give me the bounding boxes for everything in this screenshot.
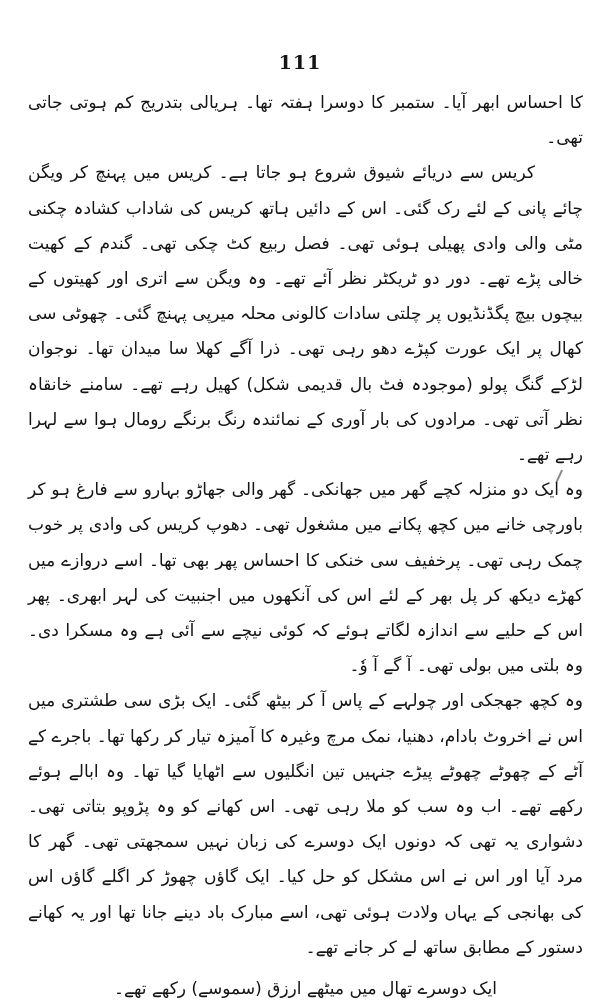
paragraph-3: وہ ایک دو منزلہ کچے گھر میں جھانکی۔ گھر والی جھاڑو بہارو سے فارغ ہو کر باورچی خانے میں کچھ پکانے میں مشغول تھی۔ دھوپ کریس کی وادی پر خوب چمک رہی تھی۔ پرخفیف سی خنکی کا احساس پھر بھی تھا۔ اسے دروازے میں کھڑے دیکھ کر پل بھر کے لئے اس کی آنکھوں میں اجنبیت کی لہر ابھری۔ پھر اس کے حلیے سے اندازہ لگاتے ہوئے کہ کوئی نیچے سے آئی ہے وہ مسکرا دی۔ وہ بلتی میں بولی تھی۔ آ گے آ وٗ۔	[28, 480, 583, 677]
page-number: 111	[278, 52, 322, 74]
paragraph-2-text: کریس سے دریائے شیوق شروع ہو جاتا ہے۔ کریس میں پہنچ کر ویگن چائے پانی کے لئے رک گئی۔ اس کے دائیں ہاتھ کریس کی شاداب کشادہ چکنی مٹی والی وادی پھیلی ہوئی تھی۔ فصل ربیع کٹ چکی تھی۔ گندم کے کھیت خالی پڑے تھے۔ دور دو ٹریکٹر نظر آئے تھے۔ وہ ویگن سے اتری اور کھیتوں کے بیچوں بیچ پگڈنڈیوں پر چلتی سادات کالونی محلہ میرپی پہنچ گئی۔ چھوٹی سی کھال پر ایک عورت کپڑے دھو رہی تھی۔ ذرا آگے کھلا سا میدان تھا۔ نوجوان لڑکے گنگ پولو (موجودہ فٹ بال قدیمی شکل) کھیل رہے تھے۔ سامنے خانقاہ نظر آتی تھی۔ مرادوں کی بار آوری کے نمائندہ رنگ برنگے رومال ہوا سے لہرا رہے تھے۔	[28, 163, 583, 466]
closing-line: ایک دوسرے تھال میں میٹھے ارزق (سموسے) رکھے تھے۔	[114, 979, 497, 1000]
paragraph-4: وہ کچھ جھجکی اور چولہے کے پاس آ کر بیٹھ گئی۔ ایک بڑی سی طشتری میں اس نے اخروٹ بادام، دھنیا، نمک مرچ وغیرہ کا آمیزہ تیار کر رکھا تھا۔ باجرے کے آٹے کے چھوٹے چھوٹے پیڑے جنہیں تین انگلیوں سے اٹھایا گیا تھا۔ وہ ابالے ہوئے رکھے تھے۔ اب وہ سب کو ملا رہی تھی۔ اس کھانے کو وہ پڑوپو بتاتی تھی۔ دشواری یہ تھی کہ دونوں ایک دوسرے کی زبان نہیں سمجھتی تھی۔ گھر کا مرد آیا اور اس نے اس مشکل کو حل کیا۔ ایک گاؤں چھوڑ کر اگلے گاؤں اس کی بھانجی کے یہاں ولادت ہوئی تھی، اسے مبارک باد دینے جانا تھا اور یہ کھانے دستور کے مطابق ساتھ لے کر جانے تھے۔	[28, 691, 583, 958]
paragraph-2	[28, 156, 583, 473]
paragraph-1: کا احساس ابھر آیا۔ ستمبر کا دوسرا ہفتہ تھا۔ ہریالی بتدریج کم ہوتی جاتی تھی۔	[28, 93, 583, 149]
page-body	[28, 86, 583, 1007]
